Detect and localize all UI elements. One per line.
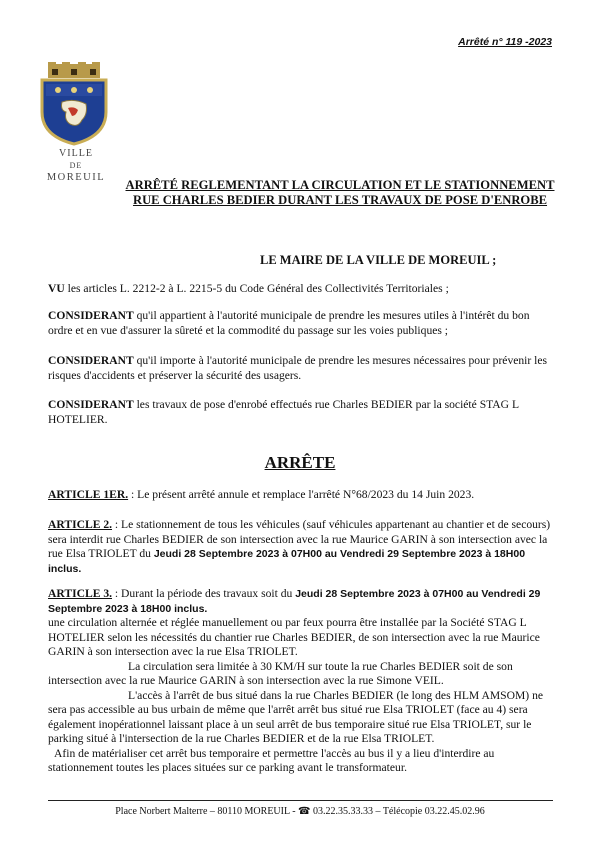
article-3: ARTICLE 3. : Durant la période des travaux soit du Jeudi 28 Septembre 2023 à 07H00 au Vendredi 29 Septembre 2023 à 18H00 inclus. une circulation alternée et réglée manuellement ou par feux pourra être installée par la Société STAG L HOTELIER selon les nécessités du chantier rue Charles BEDIER, de son intersection avec la rue Maurice GARIN à son intersection avec la rue Elsa TRIOLET. La circulation sera limitée à 30 KM/H sur toute la rue Charles BEDIER soit de son intersection avec la rue Maurice GARIN à son intersection avec la rue Simone VEIL. L'accès à l'arrêt de bus situé dans la rue Charles BEDIER (le long des HLM AMSOM) ne sera pas accessible au bus urbain de même que l'arrêt arrêt bus situé rue Elsa TRIOLET (face au 4) sera également inopérationnel laissant place à un seul arrêt de bus temporaire situé rue Elsa TRIOLET, sur le parking situé à l'intersection de la rue Charles BEDIER et de la rue Elsa TRIOLET. Afin de matérialiser cet arrêt bus temporaire et permettre l'accès au bus il y a lieu d'interdire au stationnement toutes les places situées sur ce parking avant le transformateur. <box>48 587 553 776</box>
considerant-3: CONSIDERANT les travaux de pose d'enrobé effectués rue Charles BEDIER par la société STAG L HOTELIER. <box>48 398 519 426</box>
moreuil-coat-of-arms <box>38 62 110 146</box>
considerant-2: CONSIDERANT qu'il importe à l'autorité municipale de prendre les mesures nécessaires pour prévenir les risques d'accidents et préserver la sécurité des usagers. <box>48 354 548 382</box>
article-3-paragraph-3: L'accès à l'arrêt de bus situé dans la rue Charles BEDIER (le long des HLM AMSOM) ne sera pas accessible au bus urbain de même que l'arrêt arrêt bus situé rue Elsa TRIOLET (face au 4) sera également inopérationnel laissant place à un seul arrêt de bus temporaire situé rue Elsa TRIOLET, sur le parking situé à l'intersection de la rue Charles BEDIER et de la rue Elsa TRIOLET. <box>48 688 544 745</box>
vu-paragraph: VU les articles L. 2212-2 à L. 2215-5 du Code Général des Collectivités Territoriales ; <box>48 282 449 295</box>
arrete-number: Arrêté n° 119 -2023 <box>458 36 552 48</box>
article-1: ARTICLE 1ER. : Le présent arrêté annule et remplace l'arrêté N°68/2023 du 14 Juin 2023. <box>48 488 475 501</box>
article-3-paragraph-1: une circulation alternée et réglée manuellement ou par feux pourra être installée par la Société STAG L HOTELIER selon les nécessités du chantier rue Charles BEDIER, de son intersection avec la rue Maurice GARIN à son intersection avec la rue Elsa TRIOLET. <box>48 616 540 658</box>
document-title: ARRÊTÉ REGLEMENTANT LA CIRCULATION ET LE STATIONNEMENT RUE CHARLES BEDIER DURANT LES TRAVAUX DE POSE D'ENROBE <box>125 178 555 207</box>
considerant-1: CONSIDERANT qu'il appartient à l'autorité municipale de prendre les mesures utiles à l'intérêt du bon ordre et en vue d'assurer la sûreté et la commodité du passage sur les voies publiques ; <box>48 309 530 337</box>
article-3-paragraph-4: Afin de matérialiser cet arrêt bus temporaire et permettre l'accès au bus il y a lieu d'interdire au stationnement toutes les places situées sur ce parking avant le transformateur. <box>48 746 495 774</box>
article-2: ARTICLE 2. : Le stationnement de tous les véhicules (sauf véhicules appartenant au chantier et de secours) sera interdit rue Charles BEDIER de son intersection avec la rue Maurice GARIN à son intersection avec la rue Elsa TRIOLET du Jeudi 28 Septembre 2023 à 07H00 au Vendredi 29 Septembre 2023 à 18H00 inclus. <box>48 518 551 575</box>
footer-contact: Place Norbert Malterre – 80110 MOREUIL - ☎ 03.22.35.33.33 – Télécopie 03.22.45.02.96 <box>115 806 485 817</box>
arrete-heading: ARRÊTE <box>264 453 336 472</box>
ville-de-moreuil-label: VILLE DE MOREUIL <box>46 148 106 183</box>
article-3-paragraph-2: La circulation sera limitée à 30 KM/H sur toute la rue Charles BEDIER soit de son intersection avec la rue Maurice GARIN à son intersection avec la rue Simone VEIL. <box>48 659 513 687</box>
maire-heading: LE MAIRE DE LA VILLE DE MOREUIL ; <box>260 253 497 267</box>
footer-divider <box>48 800 553 801</box>
